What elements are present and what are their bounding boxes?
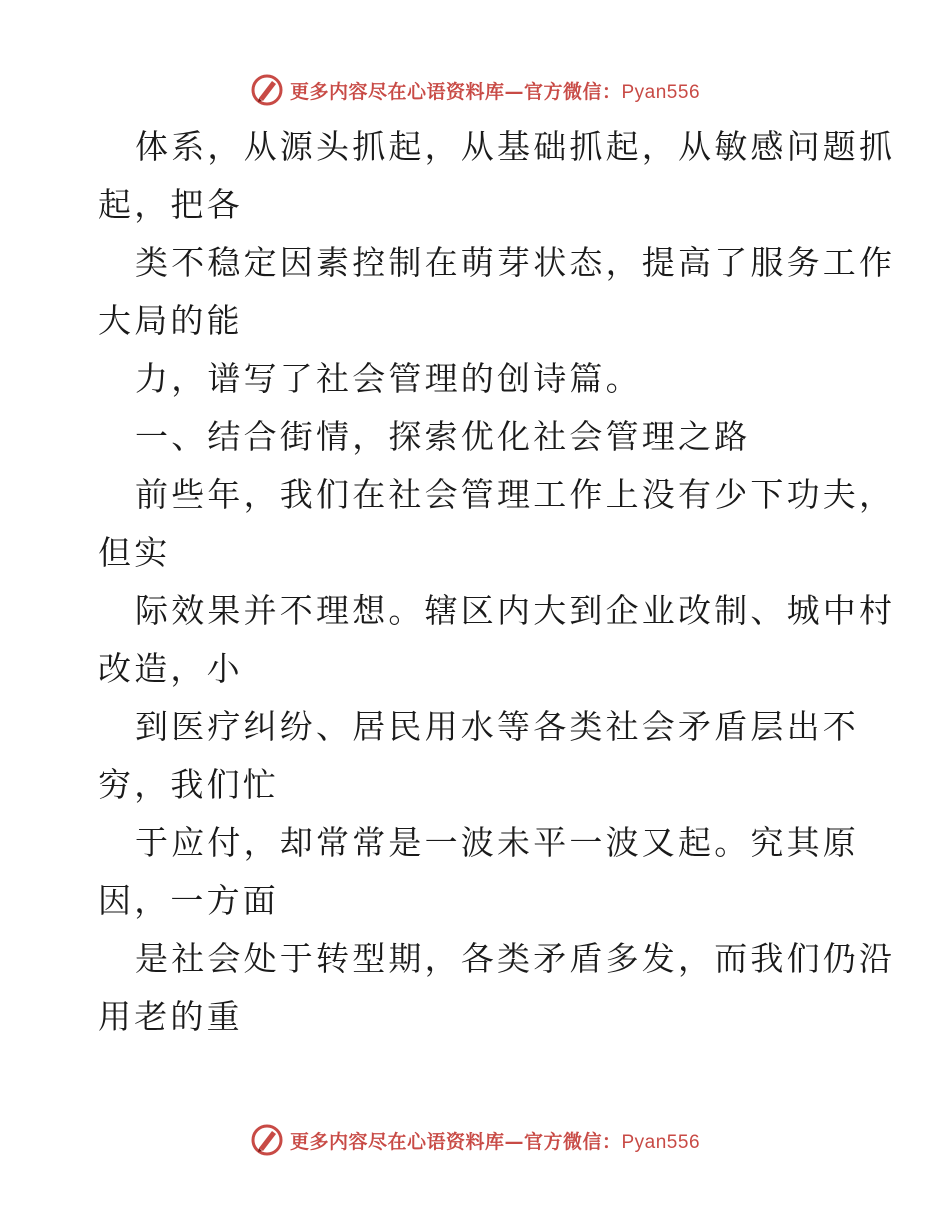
body-line: 力，谱写了社会管理的创诗篇。: [135, 359, 642, 398]
header-banner-title: 更多内容尽在心语资料库: [289, 80, 505, 103]
body-line: 体系，从源头抓起，从基础抓起，从敏感问题抓: [135, 127, 896, 166]
body-line: 但实: [98, 533, 171, 572]
body-line: 际效果并不理想。辖区内大到企业改制、城中村: [135, 591, 896, 630]
body-line: 到医疗纠纷、居民用水等各类社会矛盾层出不: [135, 707, 859, 746]
section-heading: 一、结合街情，探索优化社会管理之路: [135, 417, 751, 456]
body-line: 用老的重: [98, 997, 243, 1036]
body-line: 起，把各: [98, 185, 243, 224]
footer-banner-text: [290, 1127, 700, 1154]
body-line: 类不稳定因素控制在萌芽状态，提高了服务工作: [135, 243, 896, 282]
pen-seal-icon: [250, 73, 284, 107]
body-line: 改造，小: [98, 649, 243, 688]
footer-banner-title: 更多内容尽在心语资料库: [289, 1130, 505, 1153]
footer-banner-dash: —: [504, 1130, 524, 1153]
footer-banner: [0, 1120, 950, 1160]
body-line: 于应付，却常常是一波未平一波又起。究其原: [135, 823, 859, 862]
body-line: 穷，我们忙: [98, 765, 279, 804]
header-banner-dash: —: [504, 80, 524, 103]
body-line: 大局的能: [98, 301, 243, 340]
body-line: 前些年，我们在社会管理工作上没有少下功夫，: [135, 475, 896, 514]
header-banner-channel: 官方微信：: [523, 80, 622, 103]
document-body: [98, 118, 896, 1046]
footer-banner-wechat-id: Pyan556: [621, 1131, 701, 1153]
body-line: 因，一方面: [98, 881, 279, 920]
footer-banner-channel: 官方微信：: [523, 1130, 622, 1153]
header-banner-text: [290, 77, 700, 104]
body-line: 是社会处于转型期，各类矛盾多发，而我们仍沿: [135, 939, 896, 978]
pen-seal-icon: [250, 1123, 284, 1157]
header-banner: [0, 70, 950, 110]
header-banner-wechat-id: Pyan556: [621, 81, 701, 103]
